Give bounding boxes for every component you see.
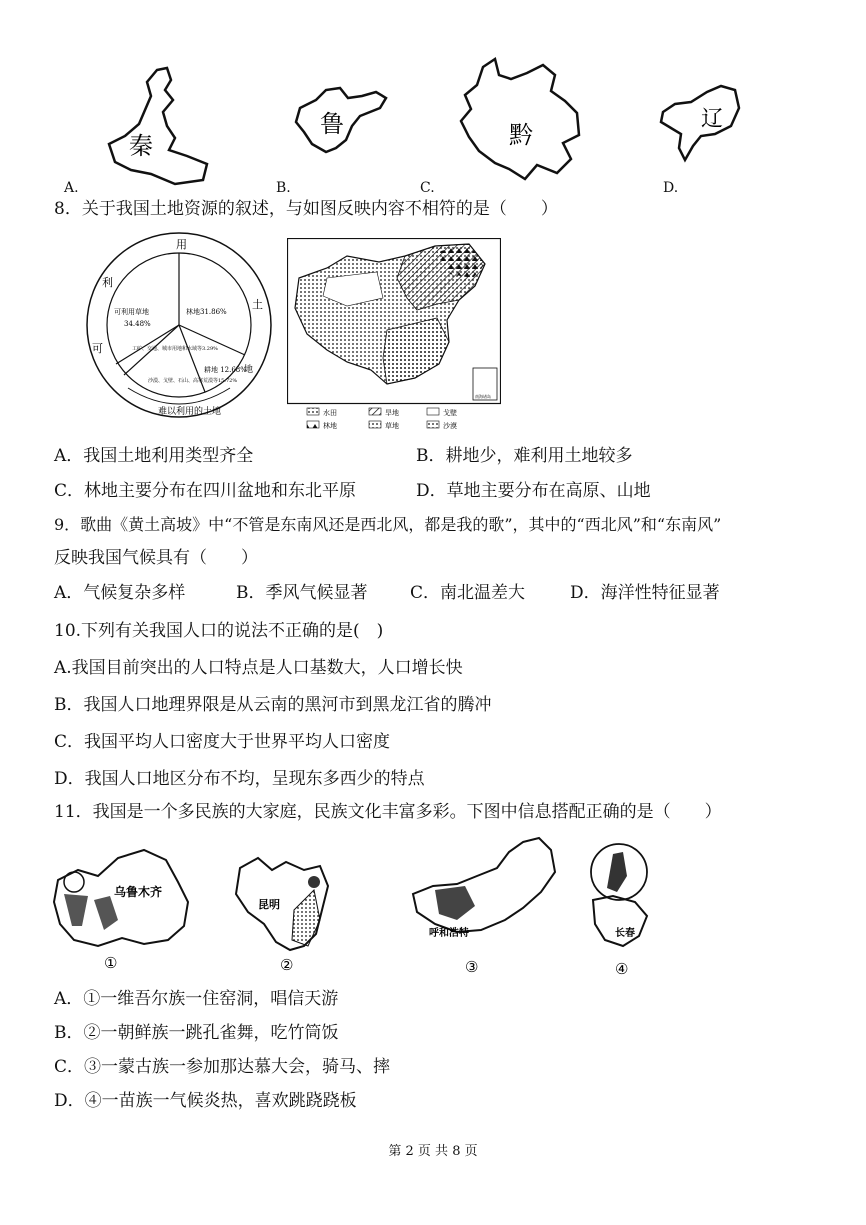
q9-option-d[interactable]: D．海洋性特征显著 [570,583,720,603]
province-label-liao: 辽 [701,107,724,132]
svg-text:④: ④ [615,960,629,978]
q11-option-a[interactable]: A．①一维吾尔族一住窑洞，唱信天游 [54,989,339,1009]
svg-text:可利用草地: 可利用草地 [114,308,149,316]
q11-stem: 11．我国是一个多民族的大家庭，民族文化丰富多彩。下图中信息搭配正确的是（ ） [54,802,722,822]
q8-option-d[interactable]: D．草地主要分布在高原、山地 [416,481,651,501]
svg-text:乌鲁木齐: 乌鲁木齐 [114,885,163,899]
q7-option-c[interactable]: C. [420,180,435,196]
q10-option-c[interactable]: C．我国平均人口密度大于世界平均人口密度 [54,732,391,752]
q11-option-c[interactable]: C．③一蒙古族一参加那达慕大会，骑马、摔 [54,1057,391,1077]
q7-option-b[interactable]: B. [276,180,291,196]
svg-text:可: 可 [92,342,103,355]
ethnic-map-2 [228,850,348,978]
q9-option-c[interactable]: C．南北温差大 [410,583,526,603]
q7-option-a[interactable]: A. [64,180,79,196]
q11-option-d[interactable]: D．④一苗族一气候炎热，喜欢跳跷跷板 [54,1091,357,1111]
china-land-use-map [287,238,501,438]
svg-text:利: 利 [102,276,113,289]
q10-stem: 10.下列有关我国人口的说法不正确的是( ) [54,621,384,641]
q8-option-a[interactable]: A．我国土地利用类型齐全 [54,446,254,466]
province-label-qin: 秦 [129,132,153,160]
ethnic-map-1 [48,840,198,978]
svg-text:昆明: 昆明 [258,898,280,911]
q8-option-b[interactable]: B．耕地少，难利用土地较多 [416,446,633,466]
q9-stem-line1: 9．歌曲《黄土高坡》中“不管是东南风还是西北风，都是我的歌”，其中的“西北风”和“东南风” [54,515,722,534]
svg-text:土: 土 [252,298,263,311]
svg-text:②: ② [280,956,294,974]
shandong-outline [290,78,390,163]
svg-text:林地31.86%: 林地31.86% [186,308,227,316]
q10-option-b[interactable]: B．我国人口地理界限是从云南的黑河市到黑龙江省的腾冲 [54,695,492,715]
q9-option-b[interactable]: B．季风气候显著 [236,583,368,603]
shaanxi-outline [95,60,225,190]
land-use-pie-chart [84,230,274,420]
ethnic-map-4 [583,836,663,978]
q9-option-a[interactable]: A．气候复杂多样 [54,583,186,603]
svg-text:旱地: 旱地 [385,409,399,417]
q11-option-b[interactable]: B．②一朝鲜族一跳孔雀舞，吃竹筒饭 [54,1023,339,1043]
svg-text:林地: 林地 [323,422,337,430]
province-label-lu: 鲁 [320,110,344,138]
q8-option-c[interactable]: C．林地主要分布在四川盆地和东北平原 [54,481,357,501]
q10-option-a[interactable]: A.我国目前突出的人口特点是人口基数大，人口增长快 [54,658,463,678]
svg-text:耕地 12.68%: 耕地 12.68% [204,366,247,374]
guizhou-outline [455,55,590,190]
q9-stem-line2: 反映我国气候具有（ ） [54,548,258,568]
svg-text:①: ① [104,954,118,972]
svg-text:南海诸岛: 南海诸岛 [475,394,491,399]
province-label-qian: 黔 [509,121,533,149]
svg-text:34.48%: 34.48% [124,320,151,328]
q8-stem: 8．关于我国土地资源的叙述，与如图反映内容不相符的是（ ） [54,199,558,219]
svg-text:呼和浩特: 呼和浩特 [429,928,469,939]
svg-text:用: 用 [176,238,187,251]
svg-text:长春: 长春 [615,928,635,939]
svg-text:草地: 草地 [385,422,399,430]
svg-text:水田: 水田 [323,409,337,417]
svg-text:难以利用的土地: 难以利用的土地 [158,407,222,417]
liaoning-outline [655,78,745,168]
q10-option-d[interactable]: D．我国人口地区分布不均，呈现东多西少的特点 [54,769,425,789]
svg-text:戈壁: 戈壁 [443,409,457,417]
svg-text:沙漠、戈壁、石山、高寒荒漠等15.72%: 沙漠、戈壁、石山、高寒荒漠等15.72% [148,378,238,384]
svg-text:地: 地 [244,365,254,375]
ethnic-map-3 [405,832,570,978]
svg-text:工矿、交通、城市用地和水域等3.29%: 工矿、交通、城市用地和水域等3.29% [132,346,218,352]
svg-text:③: ③ [465,958,479,976]
q7-option-d[interactable]: D. [663,180,679,196]
svg-text:沙漠: 沙漠 [443,422,457,430]
page-footer: 第 2 页 共 8 页 [388,1144,478,1159]
